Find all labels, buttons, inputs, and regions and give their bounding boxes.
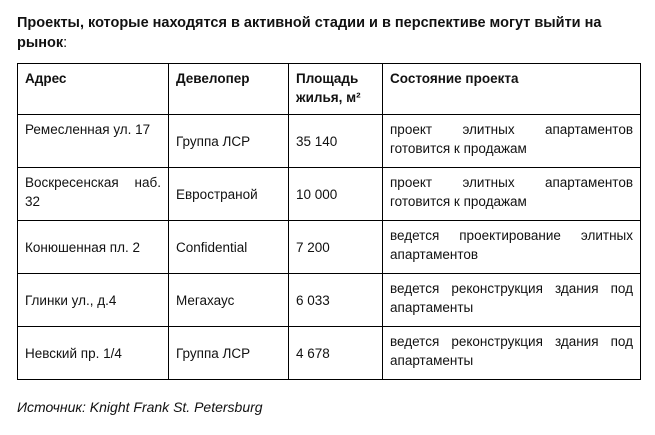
header-status: Состояние проекта [383,64,641,115]
cell-developer: Мегахаус [169,274,289,327]
header-area: Площадь жилья, м² [289,64,383,115]
cell-area: 10 000 [289,168,383,221]
cell-developer: Confidential [169,221,289,274]
cell-status: проект элитных апартаментов готовится к продажам [383,115,641,168]
table-row [18,168,641,221]
cell-area: 4 678 [289,327,383,380]
table-row [18,221,641,274]
cell-area: 7 200 [289,221,383,274]
cell-area: 6 033 [289,274,383,327]
projects-table [17,63,641,380]
table-row [18,327,641,380]
cell-status: ведется проектирование элитных апартаментов [383,221,641,274]
cell-status: проект элитных апартаментов готовится к продажам [383,168,641,221]
cell-address: Конюшенная пл. 2 [18,221,169,274]
header-address: Адрес [18,64,169,115]
cell-address: Воскресенская наб. 32 [18,168,169,221]
cell-address: Глинки ул., д.4 [18,274,169,327]
cell-developer: Группа ЛСР [169,327,289,380]
cell-developer: Евространой [169,168,289,221]
cell-developer: Группа ЛСР [169,115,289,168]
heading-text: Проекты, которые находятся в активной стадии и в перспективе могут выйти на рынок [17,15,602,51]
table-row [18,115,641,168]
heading-colon: : [63,35,68,51]
cell-address: Невский пр. 1/4 [18,327,169,380]
document-heading [17,13,637,53]
table-header-row [18,64,641,115]
source-note: Источник: Knight Frank St. Petersburg [17,399,263,415]
cell-address: Ремесленная ул. 17 [18,115,169,168]
header-developer: Девелопер [169,64,289,115]
cell-status: ведется реконструкция здания под апартаменты [383,327,641,380]
table-row [18,274,641,327]
cell-area: 35 140 [289,115,383,168]
cell-status: ведется реконструкция здания под апартаменты [383,274,641,327]
